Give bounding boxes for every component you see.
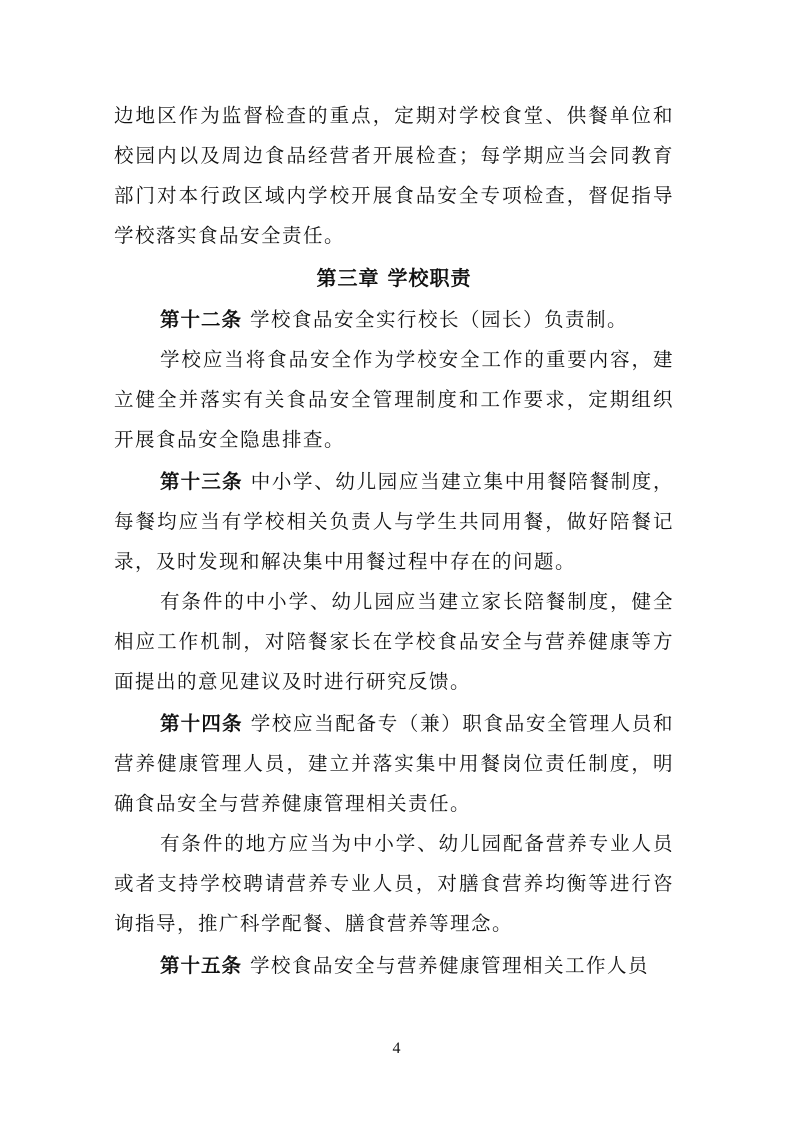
article-12-label: 第十二条 xyxy=(160,308,243,331)
article-12-text: 学校食品安全实行校长（园长）负责制。 xyxy=(250,308,629,331)
article-14-label: 第十四条 xyxy=(160,712,243,735)
article-14-paragraph-1: 有条件的地方应当为中小学、幼儿园配备营养专业人员或者支持学校聘请营养专业人员，对膳食营养均衡等进行咨询指导，推广科学配餐、膳食营养等理念。 xyxy=(114,832,674,935)
article-14-text: 学校应当配备专（兼）职食品安全管理人员和营养健康管理人员，建立并落实集中用餐岗位责任制度，明确食品安全与营养健康管理相关责任。 xyxy=(114,712,674,815)
chapter-heading: 第三章 学校职责 xyxy=(316,266,472,290)
document-body xyxy=(114,96,674,986)
article-15 xyxy=(114,946,674,986)
article-15-label: 第十五条 xyxy=(160,954,243,977)
article-13-paragraph-1: 有条件的中小学、幼儿园应当建立家长陪餐制度，健全相应工作机制，对陪餐家长在学校食品安全与营养健康等方面提出的意见建议及时进行研究反馈。 xyxy=(114,590,674,693)
article-14 xyxy=(114,704,674,824)
article-15-text: 学校食品安全与营养健康管理相关工作人员 xyxy=(250,954,650,977)
article-13-label: 第十三条 xyxy=(160,470,243,493)
article-12-paragraph-1: 学校应当将食品安全作为学校安全工作的重要内容，建立健全并落实有关食品安全管理制度和工作要求，定期组织开展食品安全隐患排查。 xyxy=(114,348,674,451)
article-13 xyxy=(114,462,674,582)
page-number: 4 xyxy=(392,1040,401,1057)
article-13-text: 中小学、幼儿园应当建立集中用餐陪餐制度，每餐均应当有学校相关负责人与学生共同用餐，做好陪餐记录，及时发现和解决集中用餐过程中存在的问题。 xyxy=(114,470,674,573)
article-12 xyxy=(114,300,674,340)
continuation-paragraph: 边地区作为监督检查的重点，定期对学校食堂、供餐单位和校园内以及周边食品经营者开展检查；每学期应当会同教育部门对本行政区域内学校开展食品安全专项检查，督促指导学校落实食品安全责任。 xyxy=(114,104,674,247)
